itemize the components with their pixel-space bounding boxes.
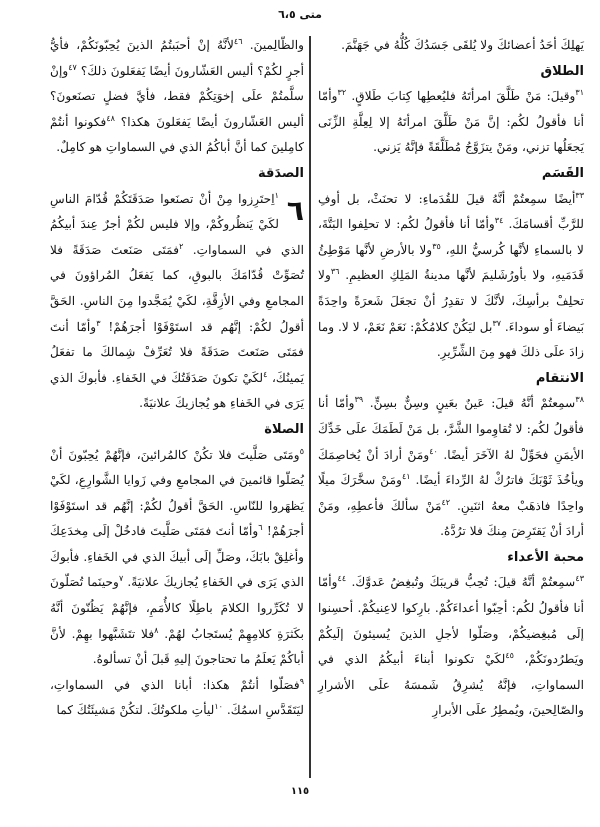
paragraph: [50, 673, 304, 724]
verse-number: ٤٤: [337, 574, 347, 584]
verse-number: ٣٨: [575, 395, 584, 405]
verse-number: ٤٨: [106, 113, 115, 123]
verse-number: ١٠: [214, 702, 223, 712]
verse-text: لكَيْ تكونوا أبناءَ أبيكُمُ الذي في السماواتِ، فإنَّهُ يُشرِقُ شَمسَهُ علَى الأشرارِ والصّالِحينَ، ويُمطِرُ علَى الأبرارِ: [318, 652, 584, 718]
verse-text: ومَنْ أرادَ أنْ يُخاصِمَكَ ويأخُذَ ثَوْبَكَ فاترُكْ لهُ الرِّداءَ أيضًا.: [318, 447, 584, 488]
verse-number: ٤٢: [441, 497, 451, 507]
verse-text: لأنَّهُ إنْ أحبَبتُمُ الذينَ يُحِبّونَكُمْ، فأيُّ أجرٍ لكُمْ؟ أليس العَشّارونَ أيضًا يَفعَلونَ ذلكَ؟: [50, 38, 304, 78]
verse-text: فمَتَى صَنَعتَ صَدَقَةً فلا تُصَوِّتْ قُدّامَكَ بالبوقِ، كما يَفعَلُ المُراؤونَ في المجامعِ وفي الأزِقَّةِ، لكَيْ يُمَجَّدوا مِنَ الناسِ. الحَقَّ أقولُ لكُمْ: إنَّهُم قد استَوْفَوْا أجرَهُمْ!: [50, 242, 304, 334]
verse-text: ومَنْ سخَّرَكَ ميلًا واحِدًا فاذهَبْ معهُ اثنَينِ.: [318, 473, 584, 513]
verse-text: وأمّا أنا فأقولُ لكُم: إنَّ مَنْ طَلَّقَ امرأتَهُ إلا لِعِلَّةِ الزِّنَى يَجعَلُها تزني، ومَنْ يتزَوَّجُ مُطَلَّقَةً فإنَّهُ يَزني.: [318, 89, 584, 155]
verse-text: اِحتَرِزوا مِنْ أنْ تصنَعوا صَدَقَتَكُمْ قُدّامَ الناسِ لكَيْ يَنظُروكُمْ، وإلا فليس لكُمْ أجرٌ عِندَ أبيكُمُ الذي في السماواتِ.: [50, 191, 304, 257]
section-heading: الانتقام: [535, 370, 584, 386]
verse-number: ٨: [154, 625, 159, 635]
verse-number: ٧: [118, 574, 124, 584]
verse-number: ٣٣: [575, 190, 584, 200]
verse-text: سمِعتُمْ أنَّهُ قيلَ: عَينٌ بعَينٍ وسِنٌّ بسِنٍّ.: [363, 396, 576, 411]
verse-text: ومَتَى صَلَّيتَ فلا تكُنْ كالمُرائينَ، فإنَّهُمْ يُحِبّونَ أنْ يُصَلّوا قائمينَ في المجامعِ وفي زَوايا الشَّوارِعِ، لكَيْ يَظهَروا للنّاسِ. الحَقَّ أقولُ لكُمْ: إنَّهُم قد استَوْفَوْا أجرَهُمْ!: [50, 447, 304, 539]
verse-text: فصَلّوا أنتُمْ هكذا: أبانا الذي في السماواتِ، ليَتَقَدَّسِ اسمُكَ.: [50, 677, 304, 718]
verse-number: ٤١: [401, 472, 411, 482]
paragraph: [318, 570, 584, 724]
verse-number: ٥: [299, 446, 304, 456]
verse-text: وأمّا أنا فأقولُ لكُم: أحِبّوا أعداءَكُمْ. بارِكوا لاعِنيكُمْ. أحسِنوا إلَى مُبغِضيكُمْ، وصَلّوا لأجلِ الذينَ يُسيئونَ إلَيكُمْ ويَطرُدونَكُمْ،: [318, 575, 585, 667]
verse-number: ٢: [179, 241, 184, 251]
verse-number: ٣: [96, 318, 101, 328]
paragraph: [318, 187, 584, 366]
section-heading: محبة الأعداء: [507, 549, 584, 565]
verse-number: ٣٥: [432, 241, 441, 251]
verse-number: ١: [274, 190, 279, 200]
section-heading: الطلاق: [540, 63, 584, 79]
verse-number: ٣٦: [330, 267, 340, 277]
verse-text: وأمّا أنتَ فمَتَى صَنَعتَ صَدَقَةً فلا تُعَرِّفْ شِمالكَ ما تفعَلُ يَمينُكَ،: [50, 319, 304, 385]
verse-number: ٣٢: [337, 88, 347, 98]
verse-number: ٤٥: [505, 651, 514, 661]
paragraph: [50, 443, 304, 673]
verse-text: ولا بالأرضِ لأنَّها مَوْطِئُ قَدَمَيهِ، ولا بأورُشَليمَ لأنَّها مدينةُ المَلِكِ العظيمِ.: [318, 242, 584, 283]
section-heading: الصدَقة: [257, 165, 304, 181]
verse-text: أيضًا سمِعتُمْ أنَّهُ قيلَ للقُدَماءِ: لا تحنَثْ، بل أوفِ للرَّبِّ أقسامَكَ.: [318, 191, 584, 232]
section-heading: الصلاة: [264, 421, 304, 437]
verse-number: ٤٦: [233, 36, 243, 46]
verse-number: ٣٧: [492, 318, 502, 328]
paragraph: [50, 33, 304, 161]
verse-text: لكَيْ تكونَ صَدَقَتُكَ في الخَفاءِ. فأبوكَ الذي يَرَى في الخَفاءِ هو يُجازيكَ علانيَةً.: [50, 370, 304, 411]
verse-text: مَنْ سألكَ فأعطِهِ، ومَنْ أرادَ أنْ يَقتَرِضَ مِنكَ فلا ترُدَّهُ.: [318, 498, 584, 539]
verse-text: فكونوا أنتُمْ كامِلينَ كما أنَّ أباكُمُ الذي في السماواتِ هو كامِلٌ.: [50, 114, 304, 155]
section-heading: القَسَم: [541, 165, 584, 181]
verse-text: وأمّا أنا فأقولُ لكُم: لا تُقاوِموا الشَّرَّ، بل مَنْ لَطَمَكَ علَى خَدِّكَ الأيمَنِ فحَوِّلْ لهُ الآخَرَ أيضًا.: [318, 396, 585, 462]
chapter-paragraph: [50, 187, 304, 417]
verse-text: ولا تحلِفْ برأسِكَ، لأنَّكَ لا تقدِرُ أنْ تجعَلَ شَعرَةً واحِدَةً بَيضاءَ أو سوداءَ.: [318, 268, 584, 334]
running-header: متى ٦،٥: [278, 8, 322, 21]
verse-number: ٦: [258, 523, 263, 533]
verse-number: ٣٩: [354, 395, 364, 405]
verse-text: سمِعتُمْ أنَّهُ قيلَ: تُحِبُّ قريبَكَ وتُبغِضُ عَدوَّكَ.: [346, 575, 576, 590]
verse-text: وقيلَ: مَنْ طَلَّقَ امرأتَهُ فليُعطِها كِتابَ طَلاقٍ.: [346, 89, 576, 104]
paragraph: [318, 33, 584, 59]
verse-text: وحينَما تُصَلّونَ لا تُكَرِّروا الكلامَ باطِلًا كالأُمَمِ، فإنَّهُمْ يَظُنّونَ أنَّهُ بكَثرَةِ كلامِهِمْ يُستَجابُ لهُمْ.: [50, 575, 304, 641]
paragraph: [318, 84, 584, 161]
chapter-number: ٦: [286, 193, 304, 227]
verse-number: ٣٤: [494, 216, 504, 226]
verse-text: بل ليَكُنْ كلامُكُمْ: نَعَمْ نَعَمْ، لا لا. وما زادَ علَى ذلكَ فهو مِنَ الشِّرِّيرِ.: [318, 319, 584, 360]
verse-text: فلا تتَشَبَّهوا بهِمْ. لأنَّ أباكُمْ يَعلَمُ ما تحتاجونَ إليهِ قَبلَ أنْ تسألوهُ.: [50, 626, 304, 667]
verse-number: ٤: [263, 369, 268, 379]
verse-number: ٩: [299, 676, 304, 686]
verse-number: ٤٧: [68, 62, 77, 72]
verse-number: ٤٣: [575, 574, 584, 584]
page-number: ١١٥: [290, 786, 310, 797]
verse-number: ٤٠: [429, 446, 438, 456]
verse-text: وأمّا أنا فأقولُ لكُم: لا تحلِفوا البَتَّةَ، لا بالسماءِ لأنَّها كُرسيُّ اللهِ،: [318, 217, 584, 257]
column-divider: [309, 36, 311, 778]
verse-text: وإنْ سلَّمتُمْ علَى إخوَتِكُمْ فقط، فأيَّ فضلٍ تصنَعونَ؟ أليس العَشّارونَ أيضًا يَفعَلونَ هكذا؟: [50, 63, 304, 129]
verse-number: ٣١: [575, 88, 584, 98]
paragraph: [318, 391, 584, 545]
verse-text: ليأتِ ملكوتُكَ. لتكُنْ مَشيئَتُكَ كما: [56, 703, 215, 718]
verse-text: وأمّا أنتَ فمَتَى صَلَّيتَ فادخُلْ إلَى مِخدَعِكَ وأغلِقْ بابَكَ، وصَلِّ إلَى أبيكَ الذي في الخَفاءِ. فأبوكَ الذي يَرَى في الخَفاءِ يُجازيكَ علانيَةً.: [50, 524, 304, 590]
right-column: [318, 33, 584, 724]
left-column: [50, 33, 304, 724]
verse-text: يَهلِكَ أحَدُ أعضائكَ ولا يُلقَى جَسَدُكَ كُلُّهُ في جَهَنَّمَ.: [341, 38, 584, 52]
verse-text: والظّالِمينَ.: [242, 38, 304, 52]
